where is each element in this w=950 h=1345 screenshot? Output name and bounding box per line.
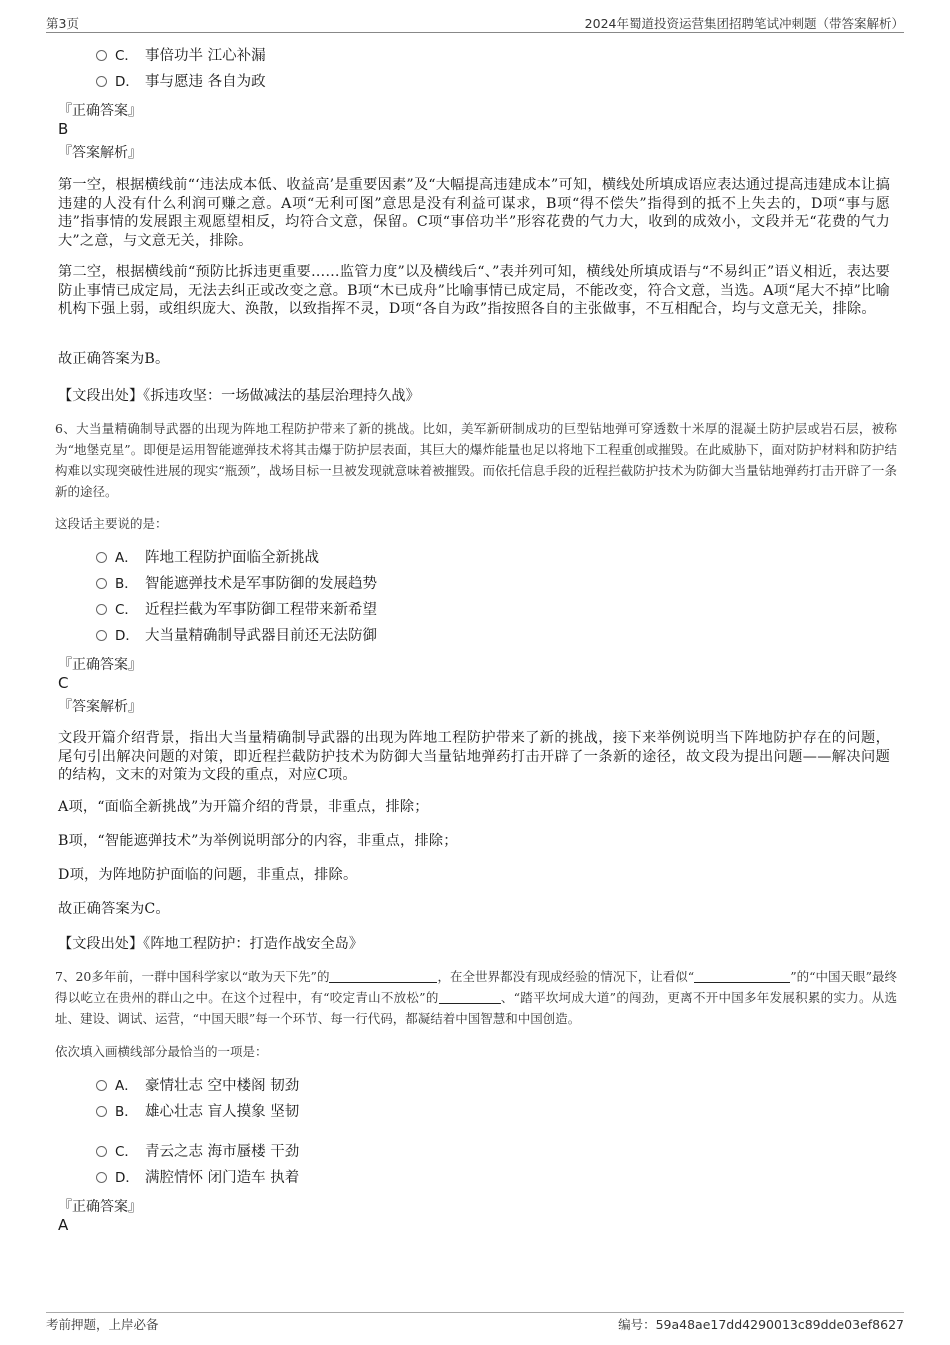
q6-analysis-tag: 『答案解析』 (58, 699, 142, 715)
q6-analysis-paragraph-1: 文段开篇介绍背景，指出大当量精确制导武器的出现为阵地工程防护带来了新的挑战，接下来举例说明当下阵地防护存在的问题，尾句引出解决问题的对策，即近程拦截防护技术为防御大当量钻地弹药打击开辟了一条新的途径，故文段为提出问题——解决问题的结构，文末的对策为文段的重点，对应C项。 (58, 730, 890, 783)
q7-option-d[interactable]: D． 满腔情怀 闭门造车 执着 (96, 1168, 299, 1188)
radio-icon[interactable] (96, 1172, 107, 1183)
q6-option-d[interactable]: D． 大当量精确制导武器目前还无法防御 (96, 626, 377, 646)
q5-source: 【文段出处】《拆违攻坚：一场做减法的基层治理持久战》 (58, 388, 420, 404)
radio-icon[interactable] (96, 604, 107, 615)
radio-icon[interactable] (96, 552, 107, 563)
q5-analysis-paragraph-2: 第二空，根据横线前“预防比拆违更重要……监管力度”以及横线后“、”表并列可知，横线处所填成语与“不易纠正”语义相近，表达要防止事情已成定局，无法去纠正或改变之意。B项“木已成舟”比喻事情已成定局，不能改变，符合文意，当选。A项“尾大不掉”比喻机构下强上弱，或组织庞大、涣散，以致指挥不灵，D项“各自为政”指按照各自的主张做事，不互相配合，均与文意无关，排除。 (58, 264, 890, 317)
q7-answer: A (58, 1216, 69, 1234)
q6-answer: C (58, 674, 69, 692)
radio-icon[interactable] (96, 630, 107, 641)
q5-conclusion: 故正确答案为B。 (58, 351, 170, 367)
fill-blank-1 (329, 968, 437, 983)
footer-slogan: 考前押题，上岸必备 (46, 1317, 159, 1332)
q5-answer-tag: 『正确答案』 (58, 103, 142, 119)
document-title: 2024年蜀道投资运营集团招聘笔试冲刺题（带答案解析） (584, 16, 904, 31)
page-number: 第3页 (46, 16, 79, 31)
q6-option-b[interactable]: B． 智能遮弹技术是军事防御的发展趋势 (96, 574, 377, 594)
radio-icon[interactable] (96, 50, 107, 61)
q6-answer-tag: 『正确答案』 (58, 657, 142, 673)
radio-icon[interactable] (96, 1080, 107, 1091)
q7-answer-tag: 『正确答案』 (58, 1199, 142, 1215)
q7-option-b[interactable]: B． 雄心壮志 盲人摸象 坚韧 (96, 1102, 299, 1122)
document-id: 编号：59a48ae17dd4290013c89dde03ef8627 (618, 1317, 904, 1332)
radio-icon[interactable] (96, 1146, 107, 1157)
radio-icon[interactable] (96, 76, 107, 87)
q7-prompt: 依次填入画横线部分最恰当的一项是： (55, 1044, 268, 1059)
q7-option-c[interactable]: C． 青云之志 海市蜃楼 干劲 (96, 1142, 299, 1162)
page-footer (46, 1312, 904, 1333)
q7-option-a[interactable]: A． 豪情壮志 空中楼阁 韧劲 (96, 1076, 299, 1096)
q5-analysis-tag: 『答案解析』 (58, 145, 142, 161)
q6-source: 【文段出处】《阵地工程防护：打造作战安全岛》 (58, 936, 364, 952)
q6-prompt: 这段话主要说的是： (55, 516, 168, 531)
q6-analysis-option-d: D项，为阵地防护面临的问题，非重点，排除。 (58, 867, 358, 883)
q5-option-c[interactable]: C． 事倍功半 江心补漏 (96, 46, 266, 66)
radio-icon[interactable] (96, 1106, 107, 1117)
fill-blank-3 (439, 989, 501, 1004)
q6-analysis-option-b: B项，“智能遮弹技术”为举例说明部分的内容，非重点，排除； (58, 833, 458, 849)
q6-option-a[interactable]: A． 阵地工程防护面临全新挑战 (96, 548, 319, 568)
q6-stem: 6、大当量精确制导武器的出现为阵地工程防护带来了新的挑战。比如，美军新研制成功的巨型钻地弹可穿透数十米厚的混凝土防护层或岩石层，被称为“地堡克星”。即便是运用智能遮弹技术将其击爆于防护层表面，其巨大的爆炸能量也足以将地下工程重创或摧毁。在此威胁下，面对防护材料和防护结构难以实现突破性进展的现实“瓶颈”，战场目标一旦被发现就意味着被摧毁。而依托信息手段的近程拦截防护技术为防御大当量钻地弹药打击开辟了一条新的途径。 (55, 421, 897, 499)
page-header (46, 12, 904, 33)
q6-analysis-option-a: A项，“面临全新挑战”为开篇介绍的背景，非重点，排除； (58, 799, 429, 815)
q5-option-d[interactable]: D． 事与愿违 各自为政 (96, 72, 266, 92)
q5-analysis-paragraph-1: 第一空，根据横线前“‘违法成本低、收益高’是重要因素”及“大幅提高违建成本”可知，横线处所填成语应表达通过提高违建成本让搞违建的人没有什么利润可赚之意。A项“无利可图”意思是没有利益可谋求，B项“得不偿失”指得到的抵不上失去的，D项“事与愿违”指事情的发展跟主观愿望相反，均符合文意，保留。C项“事倍功半”形容花费的气力大，收到的成效小，文段并无“花费的气力大”之意，与文意无关，排除。 (58, 177, 890, 249)
fill-blank-2 (694, 968, 790, 983)
radio-icon[interactable] (96, 578, 107, 589)
q6-conclusion: 故正确答案为C。 (58, 901, 170, 917)
q6-option-c[interactable]: C． 近程拦截为军事防御工程带来新希望 (96, 600, 377, 620)
q5-answer: B (58, 120, 69, 138)
q7-stem: 7、20多年前，一群中国科学家以“敢为天下先”的 ，在全世界都没有现成经验的情况下，让看似“ ”的“中国天眼”最终得以屹立在贵州的群山之中。在这个过程中，有“咬定青山不放松”的 、“踏平坎坷成大道”的闯劲，更离不开中国多年发展积累的实力。从选址、建设、调试、运营，“中国天眼”每一个环节、每一行代码，都凝结着中国智慧和中国创造。 (55, 969, 897, 1026)
